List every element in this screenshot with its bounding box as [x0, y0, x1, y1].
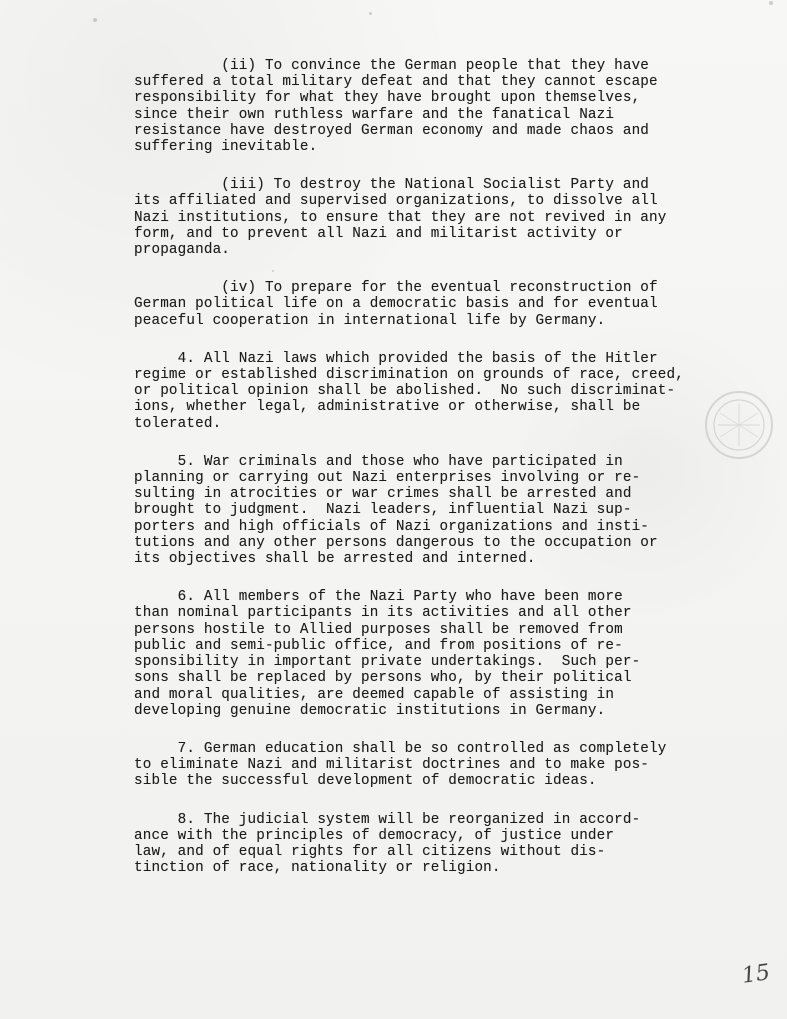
paragraph-line: form, and to prevent all Nazi and militarist activity or — [134, 225, 623, 242]
paragraph-line: 4. All Nazi laws which provided the basis of the Hitler — [134, 350, 658, 367]
paragraph-line: (ii) To convince the German people that they have — [134, 58, 650, 74]
paragraph-line: 8. The judicial system will be reorganized in accord- — [134, 811, 641, 828]
paragraph-line: law, and of equal rights for all citizens without dis- — [134, 843, 606, 860]
paragraph-line: 7. German education shall be so controlled as completely — [134, 740, 667, 757]
paragraph-line: suffering inevitable. — [134, 139, 318, 156]
paragraph-iii — [134, 177, 744, 258]
paragraph-6 — [134, 589, 744, 719]
paragraph-line: sulting in atrocities or war crimes shall be arrested and — [134, 486, 632, 503]
paragraph-line: regime or established discrimination on grounds of race, creed, — [134, 367, 684, 384]
paragraph-8 — [134, 812, 744, 877]
paragraph-line: to eliminate Nazi and militarist doctrines and to make pos- — [134, 757, 650, 774]
paragraph-line: planning or carrying out Nazi enterprises involving or re- — [134, 470, 641, 487]
paragraph-line: peaceful cooperation in international life by Germany. — [134, 312, 606, 329]
paragraph-line: sible the successful development of democratic ideas. — [134, 773, 597, 790]
paragraph-line: propaganda. — [134, 242, 231, 259]
paragraph-iv — [134, 280, 744, 329]
paragraph-line: tutions and any other persons dangerous to the occupation or — [134, 534, 658, 551]
paragraph-line: brought to judgment. Nazi leaders, influential Nazi sup- — [134, 502, 632, 519]
paper-speck — [93, 18, 97, 22]
document-body — [134, 58, 744, 898]
paragraph-line: 6. All members of the Nazi Party who have been more — [134, 589, 623, 606]
paragraph-line: tinction of race, nationality or religion. — [134, 860, 501, 877]
paragraph-line: responsibility for what they have brought upon themselves, — [134, 90, 641, 107]
paragraph-line: persons hostile to Allied purposes shall be removed from — [134, 621, 623, 638]
paragraph-ii — [134, 58, 744, 155]
paragraph-line: sponsibility in important private undertakings. Such per- — [134, 654, 641, 671]
paragraph-line: than nominal participants in its activities and all other — [134, 605, 632, 622]
paper-speck — [369, 12, 372, 15]
paragraph-line: resistance have destroyed German economy and made chaos and — [134, 122, 650, 139]
paragraph-line: its affiliated and supervised organizations, to dissolve all — [134, 193, 658, 210]
paragraph-line: ance with the principles of democracy, of justice under — [134, 827, 615, 844]
paragraph-line: Nazi institutions, to ensure that they are not revived in any — [134, 209, 667, 226]
paragraph-5 — [134, 454, 744, 567]
paragraph-line: 5. War criminals and those who have participated in — [134, 453, 623, 470]
paragraph-line: tolerated. — [134, 415, 222, 432]
paragraph-line: ions, whether legal, administrative or otherwise, shall be — [134, 399, 641, 416]
paragraph-line: developing genuine democratic institutions in Germany. — [134, 702, 606, 719]
paragraph-line: porters and high officials of Nazi organizations and insti- — [134, 518, 650, 535]
handwritten-page-number: 15 — [740, 960, 772, 989]
paragraph-line: and moral qualities, are deemed capable of assisting in — [134, 686, 615, 703]
paragraph-line: its objectives shall be arrested and interned. — [134, 551, 536, 568]
paragraph-7 — [134, 741, 744, 790]
paragraph-line: (iii) To destroy the National Socialist Party and — [134, 177, 650, 194]
paragraph-line: since their own ruthless warfare and the fanatical Nazi — [134, 106, 615, 123]
paragraph-line: sons shall be replaced by persons who, by their political — [134, 670, 632, 687]
paper-speck — [769, 1, 773, 5]
paragraph-line: or political opinion shall be abolished. No such discriminat- — [134, 383, 676, 400]
paragraph-4 — [134, 351, 744, 432]
paragraph-line: German political life on a democratic basis and for eventual — [134, 296, 658, 313]
paragraph-line: (iv) To prepare for the eventual reconstruction of — [134, 280, 658, 297]
paragraph-line: public and semi-public office, and from positions of re- — [134, 637, 623, 654]
paragraph-line: suffered a total military defeat and that they cannot escape — [134, 74, 658, 91]
